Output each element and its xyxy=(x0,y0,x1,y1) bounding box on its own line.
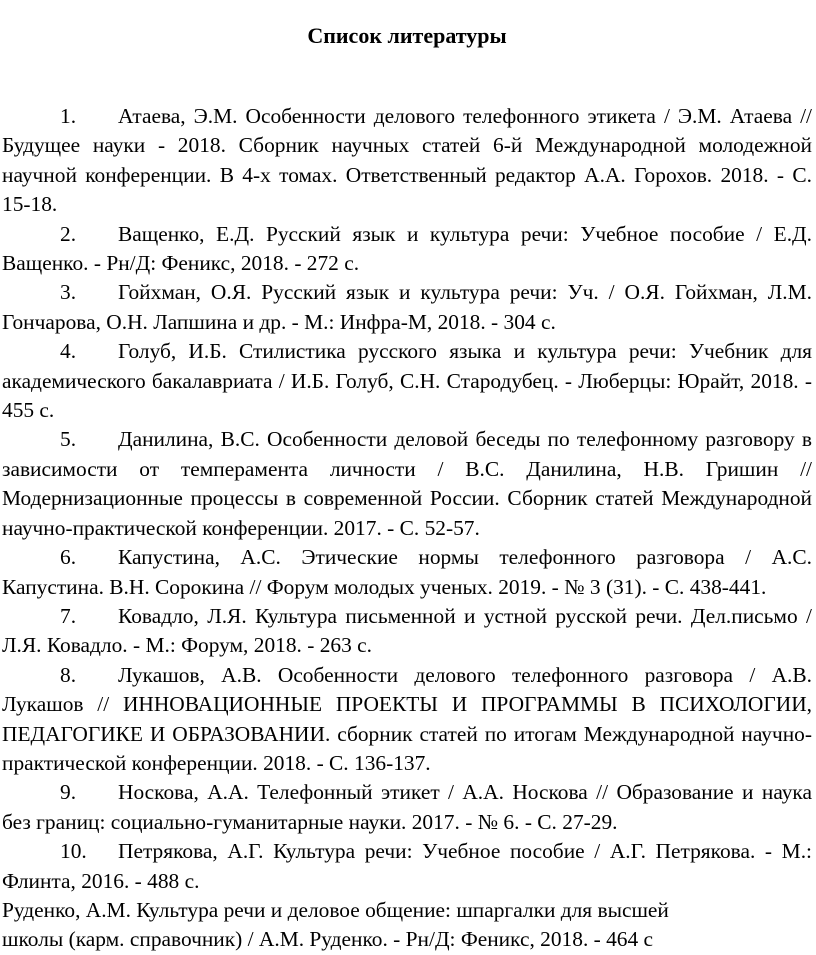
entry-text: Ковадло, Л.Я. Культура письменной и устной русской речи. Дел.письмо / Л.Я. Ковадло. - М.: Форум, 2018. - 263 c. xyxy=(2,603,812,658)
bibliography-entry-8 xyxy=(2,661,812,779)
bibliography-entry-1 xyxy=(2,102,812,220)
entry-number: 6. xyxy=(60,545,77,570)
entry-number: 4. xyxy=(60,339,77,364)
entry-number: 10. xyxy=(60,839,87,864)
entry-text: Ващенко, Е.Д. Русский язык и культура речи: Учебное пособие / Е.Д. Ващенко. - Рн/Д: Феникс, 2018. - 272 c. xyxy=(2,221,812,276)
entry-number: 5. xyxy=(60,427,77,452)
unnumbered-entry-line: школы (карм. справочник) / А.М. Руденко. - Рн/Д: Феникс, 2018. - 464 c xyxy=(2,927,654,952)
entry-number: 1. xyxy=(60,104,77,128)
bibliography-entry-5 xyxy=(2,425,812,543)
entry-text: Атаева, Э.М. Особенности делового телефонного этикета / Э.М. Атаева // Будущее науки - 2018. Сборник научных статей 6-й Международной молодежной научной конференции. В 4-х томах. Ответственный редактор А.А. Горохов. 2018. - С. 15-18. xyxy=(2,104,812,217)
entry-text: Гойхман, О.Я. Русский язык и культура речи: Уч. / О.Я. Гойхман, Л.М. Гончарова, О.Н. Лапшина и др. - М.: Инфра-М, 2018. - 304 c. xyxy=(2,280,812,334)
bibliography-entry-6 xyxy=(2,543,812,602)
bibliography-list xyxy=(2,102,812,955)
bibliography-entry-2 xyxy=(2,220,812,279)
entry-number: 9. xyxy=(60,780,77,805)
entry-number: 3. xyxy=(60,280,77,305)
bibliography-entry-9 xyxy=(2,778,812,837)
bibliography-entry-3 xyxy=(2,278,812,337)
entry-text: Лукашов, А.В. Особенности делового телефонного разговора / А.В. Лукашов // ИННОВАЦИОННЫЕ ПРОЕКТЫ И ПРОГРАММЫ В ПСИХОЛОГИИ, ПЕДАГОГИКЕ И ОБРАЗОВАНИИ. сборник статей по итогам Международной научно-практической конференции. 2018. - С. 136-137. xyxy=(2,662,812,775)
entry-text: Голуб, И.Б. Стилистика русского языка и культура речи: Учебник для академического бакалавриата / И.Б. Голуб, С.Н. Стародубец. - Люберцы: Юрайт, 2018. - 455 c. xyxy=(2,339,812,423)
entry-number: 2. xyxy=(60,221,77,246)
entry-text: Петрякова, А.Г. Культура речи: Учебное пособие / А.Г. Петрякова. - М.: Флинта, 2016. - 488 c. xyxy=(2,839,812,893)
bibliography-entry-7 xyxy=(2,602,812,661)
entry-number: 8. xyxy=(60,662,77,687)
bibliography-entry-10 xyxy=(2,837,812,896)
page-title: Список литературы xyxy=(307,23,507,48)
entry-text: Носкова, А.А. Телефонный этикет / А.А. Носкова // Образование и наука без границ: социально-гуманитарные науки. 2017. - № 6. - С. 27-29. xyxy=(2,780,812,834)
entry-text: Капустина, А.С. Этические нормы телефонного разговора / А.С. Капустина. В.Н. Сорокина // Форум молодых ученых. 2019. - № 3 (31). - С. 438-441. xyxy=(2,545,812,599)
entry-text: Данилина, В.С. Особенности деловой беседы по телефонному разговору в зависимости от темперамента личности / В.С. Данилина, Н.В. Гришин // Модернизационные процессы в современной России. Сборник статей Международной научно-практической конференции. 2017. - С. 52-57. xyxy=(2,427,812,540)
bibliography-entry-4 xyxy=(2,337,812,425)
entry-number: 7. xyxy=(60,603,77,628)
unnumbered-entry-line: Руденко, А.М. Культура речи и деловое общение: шпаргалки для высшей xyxy=(2,897,669,922)
